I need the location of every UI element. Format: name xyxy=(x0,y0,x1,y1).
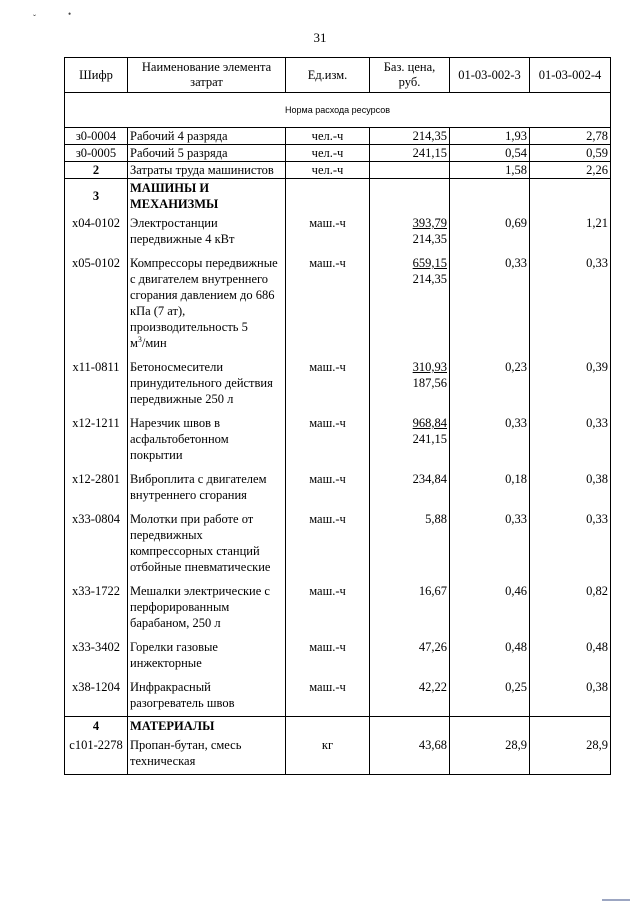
row-price xyxy=(370,356,450,412)
row-name-line: Виброплита с двигателем xyxy=(130,472,267,486)
row-code: 2 xyxy=(65,162,128,179)
row-code: х04-0102 xyxy=(65,212,128,252)
table-row xyxy=(65,468,611,508)
row-value-b: 0,33 xyxy=(530,412,611,468)
row-price: 214,35 xyxy=(370,128,450,145)
row-price-main: 43,68 xyxy=(418,738,447,752)
row-value-a: 0,46 xyxy=(450,580,530,636)
row-name: Рабочий 5 разряда xyxy=(128,145,286,162)
row-value-a: 0,25 xyxy=(450,676,530,717)
row-price-main: 310,93 xyxy=(412,360,447,374)
row-code: х12-1211 xyxy=(65,412,128,468)
row-price-main: 5,88 xyxy=(425,512,447,526)
row-value-a: 0,54 xyxy=(450,145,530,162)
table-row xyxy=(65,580,611,636)
row-price xyxy=(370,162,450,179)
row-name-sup: 3 xyxy=(137,334,142,344)
row-value-a: 1,58 xyxy=(450,162,530,179)
row-value-a: 0,18 xyxy=(450,468,530,508)
row-code: х33-1722 xyxy=(65,580,128,636)
row-value-b: 0,39 xyxy=(530,356,611,412)
row-unit: маш.-ч xyxy=(286,508,370,580)
row-unit: маш.-ч xyxy=(286,580,370,636)
row-name-line: покрытии xyxy=(130,448,183,462)
section-title: МАТЕРИАЛЫ xyxy=(128,717,286,735)
row-unit: маш.-ч xyxy=(286,636,370,676)
row-name-line xyxy=(130,335,283,351)
row-unit: маш.-ч xyxy=(286,252,370,356)
table-row xyxy=(65,128,611,145)
table-row xyxy=(65,145,611,162)
row-price-main: 234,84 xyxy=(412,472,447,486)
row-price-main: 16,67 xyxy=(418,584,447,598)
row-price-main: 968,84 xyxy=(412,416,447,430)
row-value-b: 2,78 xyxy=(530,128,611,145)
row-name xyxy=(128,580,286,636)
row-value-a: 0,48 xyxy=(450,636,530,676)
header-col-b: 01-03-002-4 xyxy=(530,58,611,93)
row-code: х33-0804 xyxy=(65,508,128,580)
row-name-line: отбойные пневматические xyxy=(130,560,271,574)
row-price xyxy=(370,508,450,580)
row-price-main: 659,15 xyxy=(412,256,447,270)
row-value-b: 0,48 xyxy=(530,636,611,676)
row-code: х33-3402 xyxy=(65,636,128,676)
row-name: Затраты труда машинистов xyxy=(128,162,286,179)
row-price xyxy=(370,212,450,252)
row-code: з0-0005 xyxy=(65,145,128,162)
scan-artifact xyxy=(602,899,630,901)
row-name: Рабочий 4 разряда xyxy=(128,128,286,145)
row-price xyxy=(370,636,450,676)
row-price xyxy=(370,734,450,775)
header-name: Наименование элемента затрат xyxy=(128,58,286,93)
row-value-a: 0,33 xyxy=(450,412,530,468)
norm-label: Норма расхода ресурсов xyxy=(65,93,611,128)
table-row xyxy=(65,676,611,717)
row-name-line: асфальтобетонном xyxy=(130,432,229,446)
row-code: х38-1204 xyxy=(65,676,128,717)
table-row xyxy=(65,252,611,356)
header-col-a: 01-03-002-3 xyxy=(450,58,530,93)
section-heading-machines xyxy=(65,179,611,213)
row-name-line: Бетоносмесители xyxy=(130,360,224,374)
page-number: 31 xyxy=(313,30,327,45)
row-name-line: Молотки при работе от xyxy=(130,512,254,526)
row-price-base: 241,15 xyxy=(412,432,447,446)
row-price-base: 187,56 xyxy=(412,376,447,390)
section-title: МАШИНЫ И МЕХАНИЗМЫ xyxy=(128,179,286,213)
table-row xyxy=(65,734,611,775)
row-name xyxy=(128,676,286,717)
scan-mark: ˇ xyxy=(33,13,36,23)
row-value-b: 0,38 xyxy=(530,468,611,508)
row-name-line: разогреватель швов xyxy=(130,696,235,710)
row-value-a: 0,69 xyxy=(450,212,530,252)
row-value-b: 2,26 xyxy=(530,162,611,179)
table-header xyxy=(65,58,611,93)
row-name-line: с двигателем внутреннего xyxy=(130,272,269,286)
row-value-b: 0,33 xyxy=(530,508,611,580)
row-unit: маш.-ч xyxy=(286,468,370,508)
table-row xyxy=(65,508,611,580)
row-name-line: передвижные 250 л xyxy=(130,392,234,406)
row-value-b: 0,59 xyxy=(530,145,611,162)
row-value-b: 0,33 xyxy=(530,252,611,356)
row-name xyxy=(128,508,286,580)
row-price xyxy=(370,468,450,508)
row-name-line: внутреннего сгорания xyxy=(130,488,247,502)
row-name-line: барабаном, 250 л xyxy=(130,616,221,630)
row-unit: кг xyxy=(286,734,370,775)
row-name xyxy=(128,252,286,356)
row-value-a: 1,93 xyxy=(450,128,530,145)
row-name-line: инжекторные xyxy=(130,656,202,670)
row-name xyxy=(128,412,286,468)
row-code: х12-2801 xyxy=(65,468,128,508)
row-value-a: 0,33 xyxy=(450,508,530,580)
row-name-line: производительность 5 xyxy=(130,320,248,334)
row-value-b: 28,9 xyxy=(530,734,611,775)
row-price xyxy=(370,252,450,356)
header-unit: Ед.изм. xyxy=(286,58,370,93)
row-name-line: сгорания давлением до 686 xyxy=(130,288,275,302)
row-name-line: Пропан-бутан, смесь xyxy=(130,738,242,752)
section-code: 3 xyxy=(65,179,128,213)
row-unit: чел.-ч xyxy=(286,162,370,179)
row-price xyxy=(370,412,450,468)
section-heading-materials xyxy=(65,717,611,735)
row-name-line: Нарезчик швов в xyxy=(130,416,221,430)
row-price: 241,15 xyxy=(370,145,450,162)
row-value-b: 0,82 xyxy=(530,580,611,636)
table-row xyxy=(65,162,611,179)
header-code: Шифр xyxy=(65,58,128,93)
table-row xyxy=(65,356,611,412)
row-name xyxy=(128,468,286,508)
row-name-unit: /мин xyxy=(141,336,167,350)
row-unit: чел.-ч xyxy=(286,145,370,162)
row-name-line: Компрессоры передвижные xyxy=(130,256,278,270)
table-row xyxy=(65,636,611,676)
row-price-main: 47,26 xyxy=(418,640,447,654)
row-name-line: передвижных xyxy=(130,528,203,542)
row-name-line: Электростанции xyxy=(130,216,218,230)
row-code: с101-2278 xyxy=(65,734,128,775)
resource-table xyxy=(64,57,611,775)
row-name-line: Горелки газовые xyxy=(130,640,218,654)
row-name-line: Мешалки электрические с xyxy=(130,584,270,598)
row-unit: маш.-ч xyxy=(286,412,370,468)
row-price-main: 393,79 xyxy=(412,216,447,230)
row-unit: маш.-ч xyxy=(286,676,370,717)
row-name-line: кПа (7 ат), xyxy=(130,304,186,318)
row-name xyxy=(128,356,286,412)
row-price-base: 214,35 xyxy=(412,272,447,286)
row-value-a: 28,9 xyxy=(450,734,530,775)
scan-mark: • xyxy=(68,9,72,19)
row-unit: чел.-ч xyxy=(286,128,370,145)
row-value-a: 0,33 xyxy=(450,252,530,356)
row-unit: маш.-ч xyxy=(286,356,370,412)
row-value-b: 1,21 xyxy=(530,212,611,252)
row-name-line: принудительного действия xyxy=(130,376,273,390)
row-price-base: 214,35 xyxy=(412,232,447,246)
row-name-line: передвижные 4 кВт xyxy=(130,232,235,246)
row-name xyxy=(128,734,286,775)
row-name-unit: м xyxy=(130,336,138,350)
row-unit: маш.-ч xyxy=(286,212,370,252)
section-code: 4 xyxy=(65,717,128,735)
header-price: Баз. цена, руб. xyxy=(370,58,450,93)
row-name xyxy=(128,212,286,252)
row-name-line: Инфракрасный xyxy=(130,680,211,694)
row-price xyxy=(370,580,450,636)
row-code: х11-0811 xyxy=(65,356,128,412)
row-price-main: 42,22 xyxy=(418,680,447,694)
row-name-line: компрессорных станций xyxy=(130,544,260,558)
row-name-line: техническая xyxy=(130,754,196,768)
row-name-line: перфорированным xyxy=(130,600,230,614)
table-row xyxy=(65,412,611,468)
table-row xyxy=(65,212,611,252)
row-value-b: 0,38 xyxy=(530,676,611,717)
row-code: з0-0004 xyxy=(65,128,128,145)
row-price xyxy=(370,676,450,717)
row-code: х05-0102 xyxy=(65,252,128,356)
row-name xyxy=(128,636,286,676)
row-value-a: 0,23 xyxy=(450,356,530,412)
